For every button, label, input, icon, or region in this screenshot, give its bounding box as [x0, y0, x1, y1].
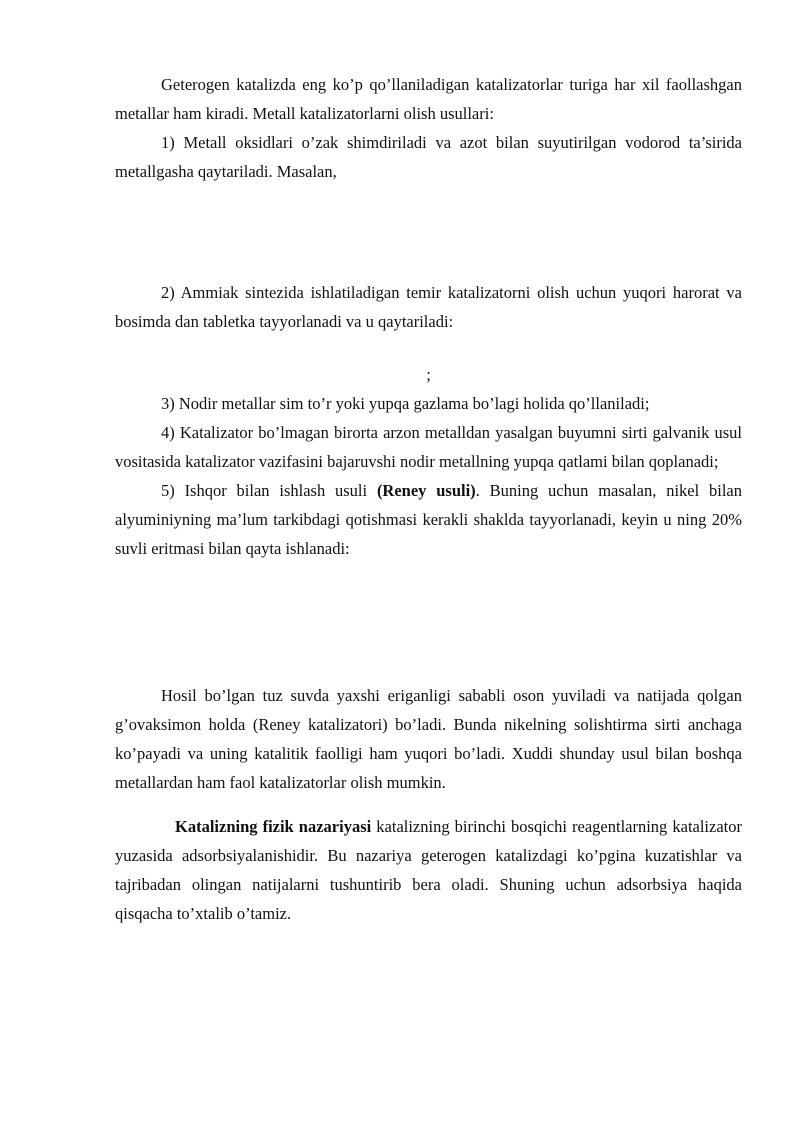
- paragraph-physical-theory: [115, 812, 742, 928]
- reney-method-label: (Reney usuli): [376, 481, 476, 500]
- paragraph-method-4: 4) Katalizator bo’lmagan birorta arzon metalldan yasalgan buyumni sirti galvanik usul vositasida katalizator vazifasini bajaruvshi nodir metallning yupqa qatlami bilan qoplanadi;: [115, 423, 742, 471]
- formula-semicolon: ;: [426, 365, 431, 384]
- method-5-text-end: . Buning uchun masalan, nikel bilan alyuminiyning ma’lum tarkibdagi qotishmasi kerakli shaklda tayyorlanadi, keyin u ning 20% suvli eritmasi bilan qayta ishlanadi:: [115, 481, 742, 558]
- formula-space-1: [115, 186, 742, 278]
- physical-theory-text: katalizning birinchi bosqichi reagentlarning katalizator yuzasida adsorbsiyalanishidir. Bu nazariya geterogen katalizdagi ko’pgina kuzatishlar va tajribadan olingan natijalarni tushuntirib bera oladi. Shuning uchun adsorbsiya haqida qisqacha to’xtalib o’tamiz.: [115, 817, 742, 923]
- paragraph-intro: Geterogen katalizda eng ko’p qo’llaniladigan katalizatorlar turiga har xil faollashgan metallar ham kiradi. Metall katalizatorlarni olish usullari:: [115, 75, 742, 123]
- paragraph-reney-catalyst: Hosil bo’lgan tuz suvda yaxshi eriganligi sababli oson yuviladi va natijada qolgan g’ovaksimon holda (Reney katalizatori) bo’ladi. Bunda nikelning solishtirma sirti anchaga ko’payadi va uning katalitik faolligi ham yuqori bo’ladi. Xuddi shunday usul bilan boshqa metallardan ham faol katalizatorlar olish mumkin.: [115, 686, 742, 792]
- paragraph-method-5: [115, 476, 742, 563]
- paragraph-method-1: 1) Metall oksidlari o’zak shimdiriladi va azot bilan suyutirilgan vodorod ta’sirida metallgasha qaytariladi. Masalan,: [115, 133, 742, 181]
- paragraph-method-2: 2) Ammiak sintezida ishlatiladigan temir katalizatorni olish uchun yuqori harorat va bosimda dan tabletka tayyorlanadi va u qaytariladi:: [115, 283, 742, 331]
- physical-theory-heading: Katalizning fizik nazariyasi: [175, 817, 372, 836]
- formula-space-2: [115, 336, 742, 360]
- document-page: [115, 70, 742, 928]
- method-5-text-start: 5) Ishqor bilan ishlash usuli: [161, 481, 377, 500]
- formula-space-3: [115, 563, 742, 681]
- paragraph-method-3: 3) Nodir metallar sim to’r yoki yupqa gazlama bo’lagi holida qo’llaniladi;: [161, 394, 650, 413]
- paragraph-gap: [115, 797, 742, 812]
